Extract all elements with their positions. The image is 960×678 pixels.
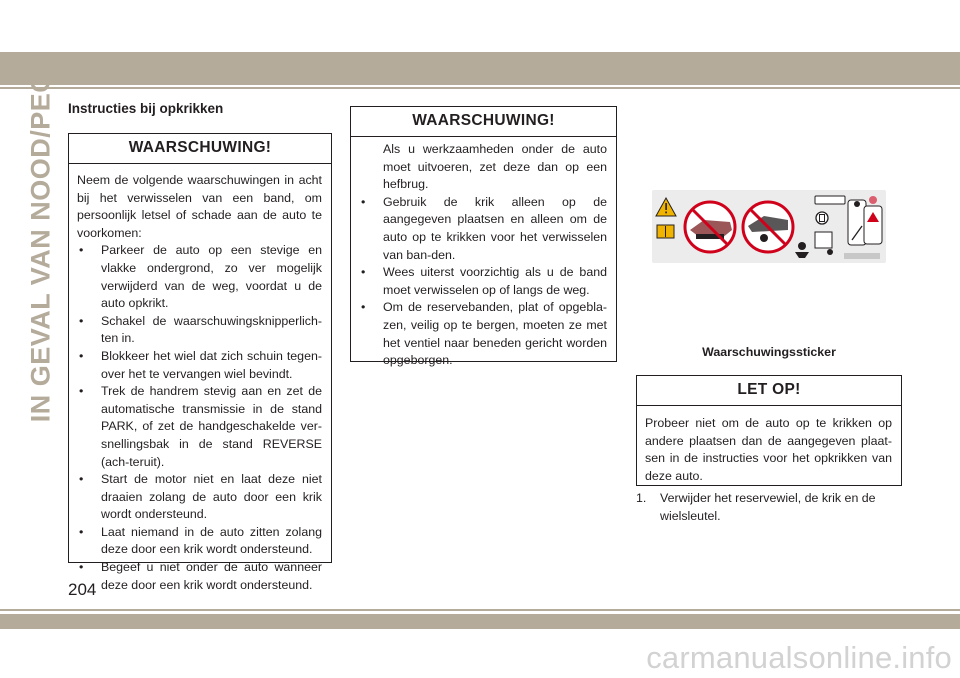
warning-box-2-body	[351, 137, 616, 378]
manual-book-icon	[657, 225, 674, 238]
header-bar	[0, 52, 960, 85]
caution-box	[636, 375, 902, 486]
jack-position-icon	[848, 200, 866, 245]
warning-box-1-intro: Neem de volgende waarschuwingen in acht bij het verwisselen van een band, om persoonlijk letsel of schade aan de auto te voorkomen:	[77, 173, 322, 240]
list-item: • Parkeer de auto op een stevige en vlakke ondergrond, zo ver mogelijk verwijderd van de weg, voordat u de auto opkrikt.	[77, 242, 322, 312]
caution-box-body	[637, 406, 901, 493]
warning-box-2	[350, 106, 617, 368]
warning-box-1-title: WAARSCHUWING!	[69, 134, 331, 164]
step-1-text: Verwijder het reservewiel, de krik en de	[660, 491, 876, 505]
list-item: • Start de motor niet en laat deze niet draaien zolang de auto door een krik wordt ondersteund.	[77, 471, 322, 524]
no-person-under-car-icon	[743, 202, 793, 252]
watermark-text: carmanualsonline.info	[646, 640, 952, 675]
warning-triangle-icon	[656, 198, 676, 216]
header-rule	[0, 87, 960, 89]
list-item: • Om de reservebanden, plat of opgebla-zen, veilig op te bergen, moeten ze met het ventiel naar beneden gericht worden opgeborgen.	[359, 299, 607, 369]
warning-box-2-list	[359, 141, 607, 370]
warning-box-2-title: WAARSCHUWING!	[351, 107, 616, 137]
list-item: • Laat niemand in de auto zitten zolang deze door een krik wordt ondersteund.	[77, 524, 322, 559]
list-item-continued: Als u werkzaamheden onder de auto moet uitvoeren, zet deze dan op een hefbrug.	[383, 142, 607, 192]
top-margin	[0, 0, 960, 52]
footer-bar	[0, 614, 960, 629]
step-1-text-continued: wielsleutel.	[660, 508, 721, 523]
sticker-caption: Waarschuwingssticker	[702, 345, 836, 359]
chapter-side-title-text: IN GEVAL VAN NOOD/PECH	[25, 52, 56, 422]
list-item: • Schakel de waarschuwingsknipperlich-ten in.	[77, 313, 322, 348]
no-hand-under-car-icon	[685, 202, 735, 252]
warning-box-1-body	[69, 164, 331, 602]
list-item: • Begeef u niet onder de auto wanneer deze door een krik wordt ondersteund.	[77, 559, 322, 594]
caution-box-title: LET OP!	[637, 376, 901, 406]
list-item: • Gebruik de krik alleen op de aangegeven plaatsen en alleen om de auto op te krikken voor het verwisselen van ban-den.	[359, 194, 607, 264]
warning-box-1-list	[77, 242, 322, 594]
list-item: • Blokkeer het wiel dat zich schuin tegen-over het te vervangen wiel bevindt.	[77, 348, 322, 383]
list-item: • Wees uiterst voorzichtig als u de band moet verwisselen op of langs de weg.	[359, 264, 607, 299]
footer-rule	[0, 609, 960, 611]
caution-box-text: Probeer niet om de auto op te krikken op andere plaatsen dan de aangegeven plaat-sen in de instructies voor het opkrikken van deze auto.	[645, 416, 892, 483]
step-1-number: 1.	[636, 491, 647, 505]
list-item: • Trek de handrem stevig aan en zet de automatische transmissie in de stand PARK, of zet de handgeschakelde ver-snellingsbak in de stand REVERSE (ach-teruit).	[77, 383, 322, 471]
park-gear-icon	[815, 196, 845, 255]
hazard-button-icon	[864, 196, 882, 244]
no-person-icon	[795, 242, 809, 258]
step-1	[636, 490, 902, 525]
warning-sticker-image	[652, 190, 886, 263]
chapter-side-title	[22, 52, 60, 422]
section-heading: Instructies bij opkrikken	[68, 101, 224, 116]
page-number: 204	[68, 580, 97, 599]
